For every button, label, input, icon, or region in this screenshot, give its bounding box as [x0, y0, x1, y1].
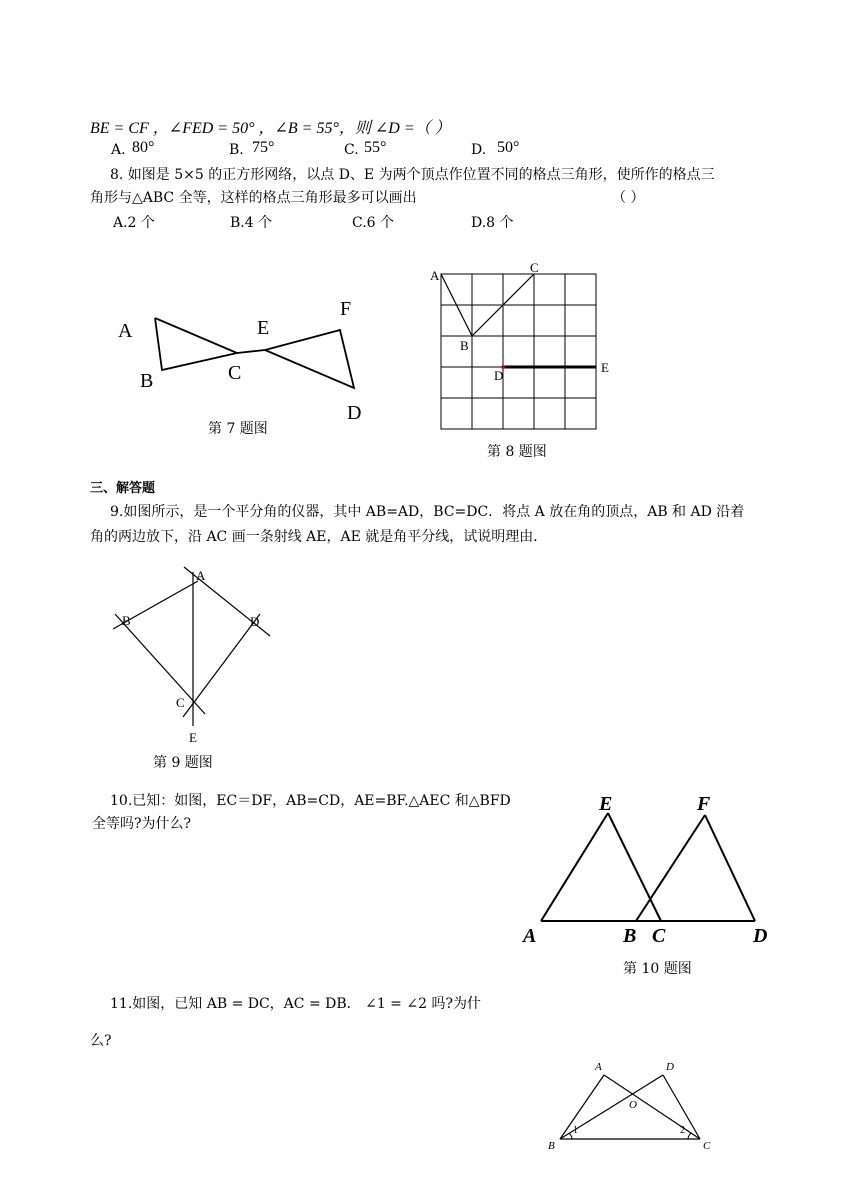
q7-option-a-letter: A.: [111, 142, 126, 158]
q8-figure-caption: 第 8 题图: [487, 444, 547, 460]
fig11-segment-ab: [560, 1075, 604, 1139]
q11-text-line1: 11.如图，已知 AB = DC，AC = DB． ∠1 = ∠2 吗?为什: [110, 996, 481, 1012]
q8-option-d: D.8 个: [471, 215, 514, 231]
fig11-angle1-arc: [569, 1133, 572, 1139]
q7-option-b-value: 75°: [252, 139, 275, 156]
q8-text-line2: 角形与△ABC 全等，这样的格点三角形最多可以画出: [90, 190, 417, 206]
q7-option-c-letter: C.: [344, 142, 359, 158]
fig10-label-d: D: [753, 925, 768, 947]
q8-text-line1: 8. 如图是 5×5 的正方形网络，以点 D、E 为两个顶点作位置不同的格点三角形，使所作的格点三: [110, 167, 715, 183]
fig10-label-c: C: [652, 925, 666, 947]
fig9-label-e: E: [189, 730, 197, 745]
q11-text-line2: 么?: [90, 1033, 112, 1049]
q7-option-d-letter: D.: [471, 142, 487, 158]
fig11-segment-ac: [604, 1075, 700, 1139]
q7-figure-caption: 第 7 题图: [208, 421, 268, 437]
fig10-segment-ae: [541, 813, 608, 921]
fig11-label-c: C: [703, 1140, 711, 1152]
fig7-label-a: A: [118, 320, 133, 342]
figure-q7: [100, 285, 380, 435]
fig8-label-a: A: [430, 268, 440, 283]
fig11-label-angle2: 2: [680, 1125, 685, 1136]
fig11-label-o: O: [629, 1099, 637, 1111]
fig10-label-a: A: [523, 925, 537, 947]
fig7-label-f: F: [340, 298, 352, 320]
fig10-segment-ec: [608, 813, 661, 921]
fig11-label-b: B: [548, 1140, 555, 1152]
fig9-label-a: A: [196, 568, 206, 583]
fig10-label-f: F: [697, 793, 711, 815]
q7-option-c-value: 55°: [364, 139, 387, 156]
fig11-label-a: A: [595, 1061, 602, 1073]
q8-option-b: B.4 个: [230, 215, 273, 231]
fig8-label-d: D: [494, 368, 504, 383]
fig8-label-c: C: [530, 260, 539, 275]
q7-option-b-letter: B.: [229, 142, 244, 158]
fig11-label-d: D: [666, 1061, 674, 1073]
figure-q10: [515, 790, 790, 950]
q7-option-d-value: 50°: [497, 139, 520, 156]
fig8-label-b: B: [460, 338, 469, 353]
fig8-label-e: E: [601, 360, 609, 375]
figure-q8: [425, 258, 620, 438]
fig7-segment-ce: [237, 350, 265, 353]
q8-option-a: A.2 个: [113, 215, 155, 231]
fig7-triangle-def: [265, 330, 354, 388]
fig9-label-b: B: [122, 613, 131, 628]
q9-text-line1: 9.如图所示，是一个平分角的仪器，其中 AB=AD，BC=DC．将点 A 放在角的顶点，AB 和 AD 沿着: [110, 504, 745, 520]
q9-text-line2: 角的两边放下，沿 AC 画一条射线 AE，AE 就是角平分线，试说明理由．: [90, 529, 548, 545]
fig10-segment-bf: [636, 815, 705, 921]
q9-figure-caption: 第 9 题图: [153, 755, 213, 771]
q10-figure-caption: 第 10 题图: [623, 961, 692, 977]
fig9-line-bc: [115, 614, 205, 714]
figure-q9: [110, 562, 280, 747]
figure-q11: [540, 1050, 720, 1160]
fig10-segment-fd: [705, 815, 755, 921]
fig10-label-b: B: [623, 925, 637, 947]
fig7-label-b: B: [140, 370, 154, 392]
section-title: 三、解答题: [90, 481, 156, 496]
fig9-line-dc: [183, 614, 260, 717]
q10-text-line2: 全等吗?为什么?: [92, 816, 192, 832]
fig7-label-c: C: [228, 362, 242, 384]
fig11-label-angle1: 1: [573, 1125, 578, 1136]
fig7-triangle-abc: [155, 318, 237, 370]
fig7-label-d: D: [347, 402, 362, 424]
q8-answer-paren: （ ）: [612, 190, 645, 206]
fig11-angle2-arc: [688, 1133, 691, 1139]
q7-option-a-value: 80°: [132, 139, 155, 156]
q7-condition: BE = CF ，∠FED = 50° ，∠B = 55°，则 ∠D =（ ）: [90, 120, 451, 137]
fig9-label-d: D: [250, 614, 260, 629]
fig7-label-e: E: [257, 317, 270, 339]
fig10-label-e: E: [599, 793, 613, 815]
fig9-label-c: C: [176, 695, 185, 710]
q10-text-line1: 10.已知：如图，EC＝DF，AB=CD，AE=BF.△AEC 和△BFD: [110, 793, 511, 809]
q8-option-c: C.6 个: [352, 215, 395, 231]
